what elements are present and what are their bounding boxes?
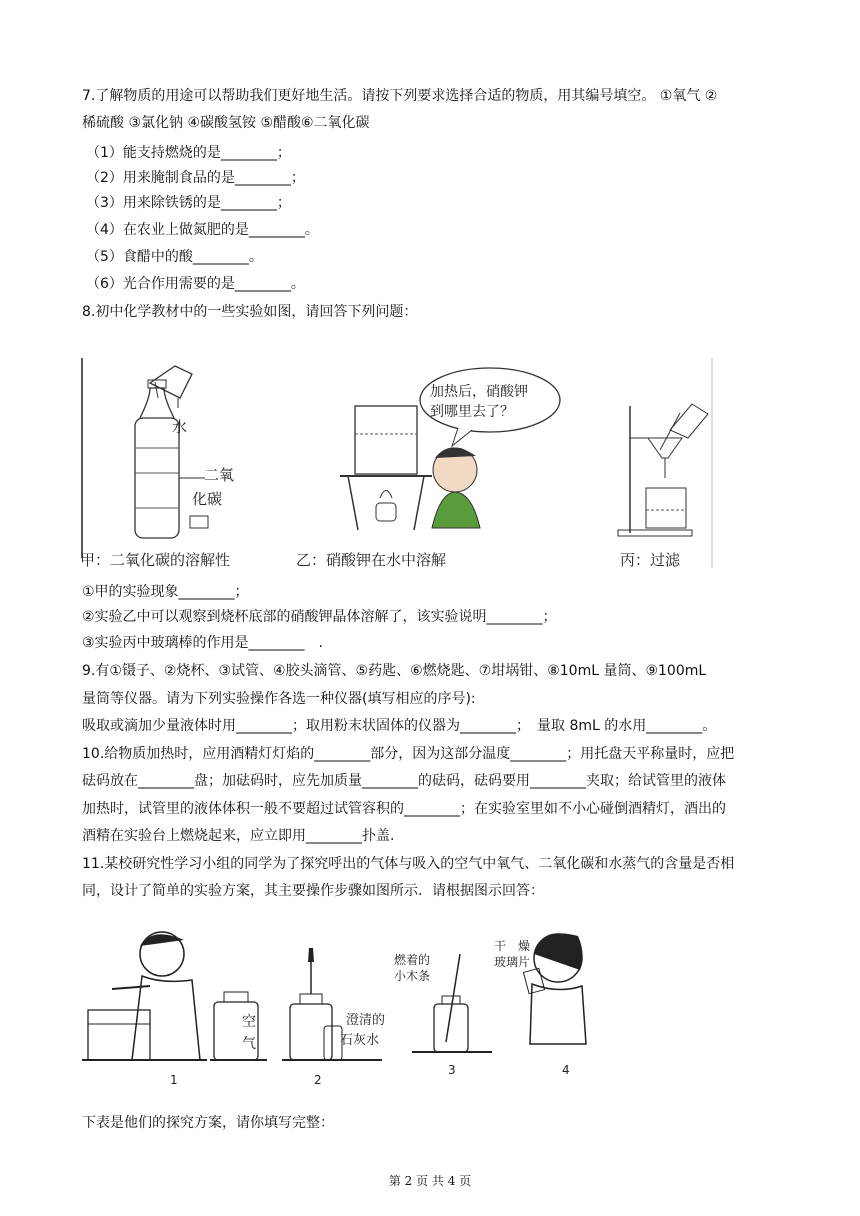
label-co2-2: 化碳 xyxy=(192,490,223,508)
q11-experiment-figure xyxy=(82,914,602,1090)
step-number-3: 3 xyxy=(448,1063,456,1077)
q11-after: 下表是他们的探究方案，请你填写完整： xyxy=(82,1115,334,1131)
q7-item-6: （6）光合作用需要的是________。 xyxy=(86,276,305,292)
q10-line3: 加热时，试管里的液体体积一般不要超过试管容积的________；在实验室里如不小心碰倒酒精灯，酒出的 xyxy=(82,801,726,817)
person-blowing-icon xyxy=(82,932,207,1060)
step-number-4: 4 xyxy=(562,1063,570,1077)
q7-item-2: （2）用来腌制食品的是________； xyxy=(86,170,305,186)
q7-item-4: （4）在农业上做氮肥的是________。 xyxy=(86,222,319,238)
label-stick-1: 燃着的 xyxy=(394,953,431,967)
caption-bing: 丙：过滤 xyxy=(620,551,681,569)
caption-jia: 甲：二氧化碳的溶解性 xyxy=(80,551,231,569)
label-water: 水 xyxy=(172,418,188,436)
q11-line1: 11.某校研究性学习小组的同学为了探究呼出的气体与吸入的空气中氧气、二氧化碳和水蒸气的含量是否相 xyxy=(82,856,735,872)
q9-line3: 吸取或滴加少量液体时用________；取用粉末状固体的仪器为________； 量取 8mL 的水用________。 xyxy=(82,718,717,734)
step-number-2: 2 xyxy=(314,1073,322,1087)
filtration-stand-icon xyxy=(618,404,708,536)
q8-intro: 8.初中化学教材中的一些实验如图，请回答下列问题： xyxy=(82,304,418,320)
air-bottle-icon xyxy=(210,992,267,1060)
caption-yi: 乙：硝酸钾在水中溶解 xyxy=(296,551,447,569)
label-co2-1: 二氧 xyxy=(204,466,235,484)
q10-line2: 砝码放在________盘；加砝码时，应先加质量________的砝码，砝码要用________夹取；给试管里的液体 xyxy=(82,773,726,789)
q8-item-3: ③实验丙中玻璃棒的作用是________ . xyxy=(82,635,324,651)
label-glass-2: 玻璃片 xyxy=(494,955,531,969)
q7-intro-line2: 稀硫酸 ③氯化钠 ④碳酸氢铵 ⑤醋酸⑥二氧化碳 xyxy=(82,115,370,131)
q10-line4: 酒精在实验台上燃烧起来，应立即用________扑盖. xyxy=(82,828,395,844)
q9-line2: 量筒等仪器。请为下列实验操作各选一种仪器(填写相应的序号): xyxy=(82,691,476,707)
speech-line1: 加热后，硝酸钾 xyxy=(430,384,528,400)
q8-item-2: ②实验乙中可以观察到烧杯底部的硝酸钾晶体溶解了，该实验说明________； xyxy=(82,609,557,625)
label-glass-1: 干 燥 xyxy=(494,939,531,953)
q8-item-1: ①甲的实验现象________； xyxy=(82,584,249,600)
label-air-2: 气 xyxy=(242,1036,256,1052)
speech-line2: 到哪里去了？ xyxy=(430,404,514,420)
person-glass-plate-icon xyxy=(523,933,586,1044)
step-number-1: 1 xyxy=(170,1073,178,1087)
page-footer: 第 2 页 共 4 页 xyxy=(388,1174,472,1188)
label-limewater-1: 澄清的 xyxy=(346,1013,386,1028)
q7-intro-line1: 7.了解物质的用途可以帮助我们更好地生活。请按下列要求选择合适的物质，用其编号填空。 ①氧气 ② xyxy=(82,88,718,104)
q11-line2: 同，设计了简单的实验方案，其主要操作步骤如图所示．请根据图示回答： xyxy=(82,883,544,899)
q7-item-1: （1）能支持燃烧的是________； xyxy=(86,145,291,161)
label-limewater-2: 石灰水 xyxy=(340,1033,380,1048)
plastic-bottle-icon xyxy=(135,380,179,538)
beaker-on-tripod-icon xyxy=(340,406,432,530)
q7-item-5: （5）食醋中的酸________。 xyxy=(86,249,263,265)
q10-line1: 10.给物质加热时，应用酒精灯灯焰的________部分，因为这部分温度________；用托盘天平称量时，应把 xyxy=(82,746,735,762)
q7-item-3: （3）用来除铁锈的是________； xyxy=(86,195,291,211)
pouring-beaker-icon xyxy=(150,366,192,398)
q8-experiment-figure xyxy=(80,358,714,570)
student-cartoon-icon xyxy=(432,447,480,528)
label-air-1: 空 xyxy=(242,1014,256,1030)
q9-line1: 9.有①镊子、②烧杯、③试管、④胶头滴管、⑤药匙、⑥燃烧匙、⑦坩埚钳、⑧10mL 量筒、⑨100mL xyxy=(82,663,707,679)
label-stick-2: 小木条 xyxy=(394,969,431,983)
